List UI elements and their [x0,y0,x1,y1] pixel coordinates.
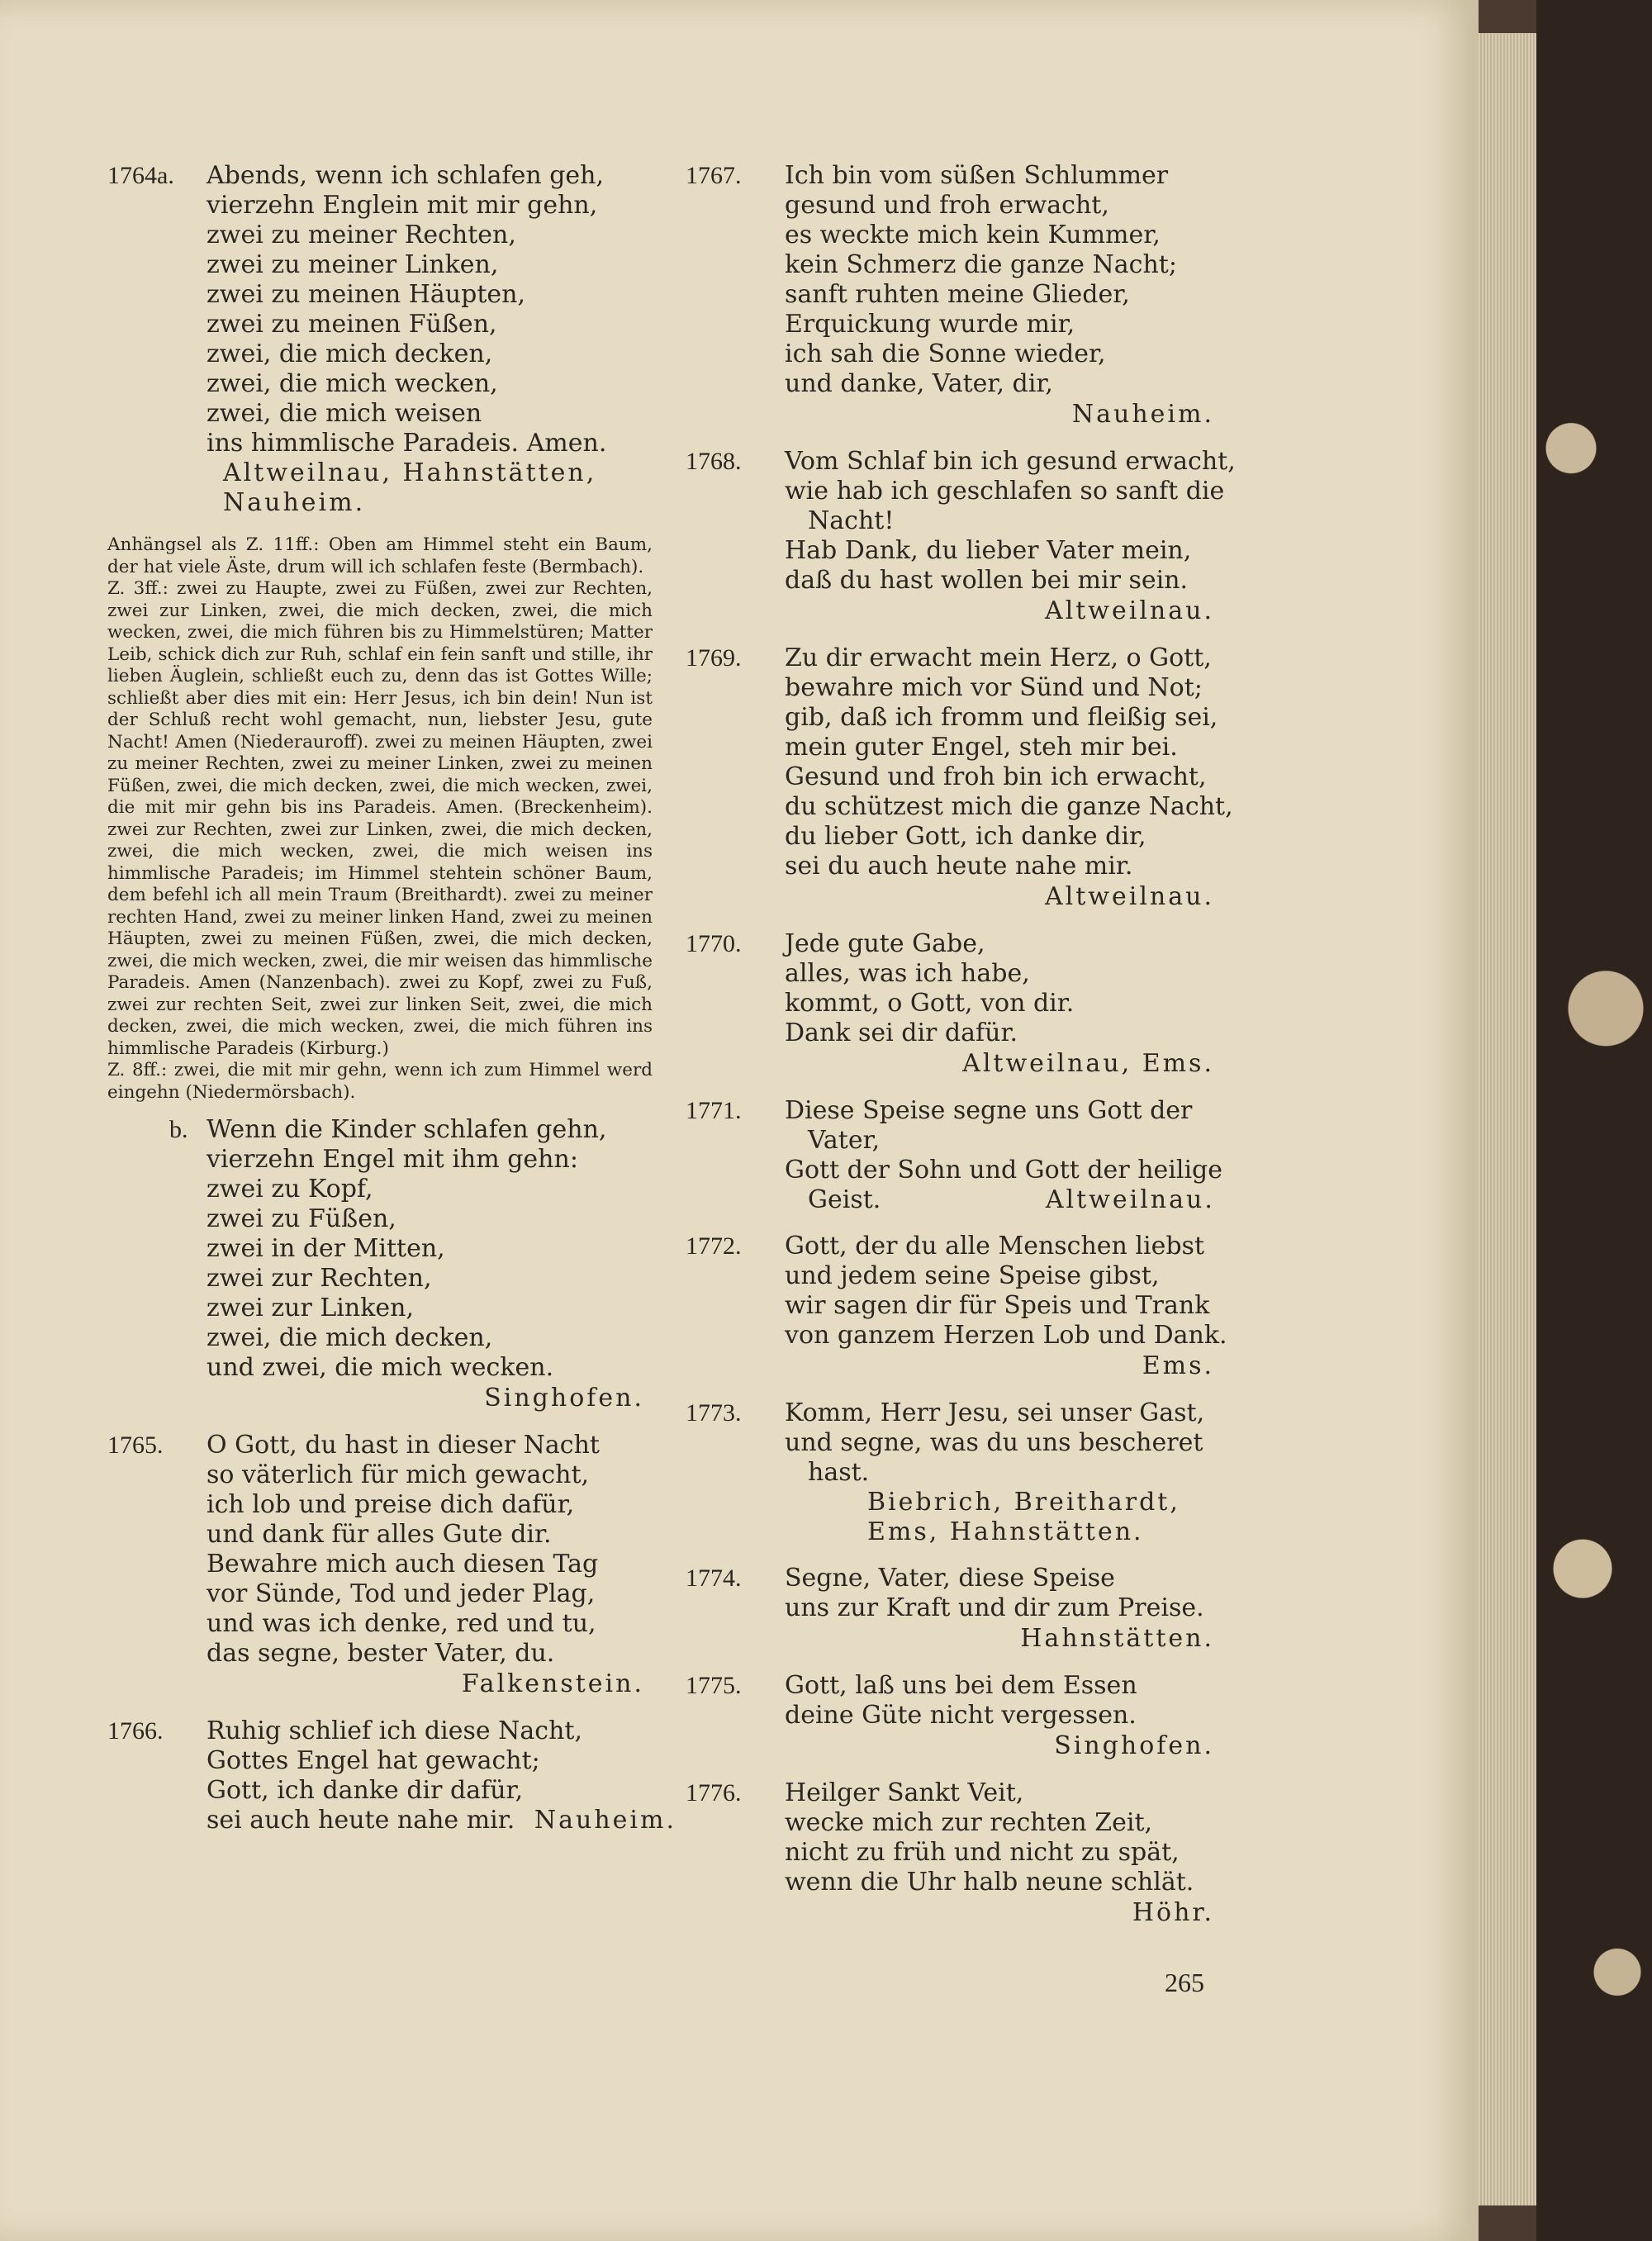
verse-line: zwei zu Kopf, [206,1175,373,1204]
place-name: Nauheim. [1071,400,1214,429]
entry-1770 [686,929,1222,1080]
verse-lines [686,1564,1222,1623]
place-name: Hahnstätten. [1020,1624,1214,1653]
verse-line: und dank für alles Gute dir. [206,1520,552,1549]
verse-line: Gesund und froh bin ich erwacht, [785,762,1207,791]
footnote: Z. 8ff.: zwei, die mit mir gehn, wenn ich zum Himmel werd eingehn (Niedermörsbach). [107,1060,653,1103]
entry-number: 1772. [686,1232,742,1260]
verse-line: wir sagen dir für Speis und Trank [785,1291,1210,1320]
place-name: Ems, Hahnstätten. [867,1517,1144,1546]
verse-line: kommt, o Gott, von dir. [785,989,1075,1018]
verse-line: zwei zu Füßen, [206,1204,396,1233]
place-name: Falkenstein. [461,1669,644,1698]
verse-lines [686,1671,1222,1731]
verse-line: das segne, bester Vater, du. [206,1639,555,1668]
verse-lines [686,447,1236,596]
verse-line: bewahre mich vor Sünd und Not; [785,673,1203,702]
verse-line: zwei, die mich decken, [206,339,493,368]
verse-line: Vom Schlaf bin ich gesund erwacht, [785,447,1236,476]
verse-line: mein guter Engel, steh mir bei. [785,733,1178,762]
verse-line: zwei zu meinen Häupten, [206,280,526,309]
entry-number: 1765. [107,1431,164,1459]
verse-line: wecke mich zur rechten Zeit, [785,1808,1153,1837]
place-name: Ems. [1142,1351,1214,1380]
verse-line: du schützest mich die ganze Nacht, [785,792,1233,821]
verse-line: so väterlich für mich gewacht, [206,1460,590,1489]
place-name: Altweilnau, Ems. [962,1049,1214,1078]
verse-line: von ganzem Herzen Lob und Dank. [785,1321,1227,1350]
verse-line: zwei in der Mitten, [206,1234,445,1263]
verse-line: daß du hast wollen bei mir sein. [785,566,1189,595]
right-column [686,161,1236,1945]
verse-line: ich sah die Sonne wieder, [785,339,1106,368]
verse-line: Nacht! [808,506,895,535]
entry-1764a [107,161,653,518]
entry-number: 1776. [686,1779,742,1807]
verse-line: O Gott, du hast in dieser Nacht [206,1431,600,1460]
left-column [107,161,677,1852]
verse-line: vierzehn Engel mit ihm gehn: [206,1145,578,1174]
verse-line: zwei, die mich weisen [206,399,482,428]
verse-lines [686,929,1222,1048]
verse-lines [686,1096,1222,1215]
marbled-cover [1536,0,1652,2241]
place-name: Altweilnau. [1045,1185,1215,1214]
verse-line: es weckte mich kein Kummer, [785,221,1161,249]
verse-line: Bewahre mich auch diesen Tag [206,1550,599,1579]
verse-line: gesund und froh erwacht, [785,191,1109,220]
entry-number: 1775. [686,1672,742,1699]
verse-lines [686,1778,1222,1897]
place-name: Altweilnau. [1044,596,1214,625]
verse-line: zwei zu meinen Füßen, [206,310,497,339]
verse-line: Zu dir erwacht mein Herz, o Gott, [785,643,1212,672]
entry-1772 [686,1232,1227,1382]
verse-line: Ich bin vom süßen Schlummer [785,161,1169,190]
verse-line: Hab Dank, du lieber Vater mein, [785,536,1192,565]
verse-line: vierzehn Englein mit mir gehn, [206,191,598,220]
footnote: Anhängsel als Z. 11ff.: Oben am Himmel steht ein Baum, der hat viele Äste, drum will ich schlafen feste (Bermbach). [107,534,653,577]
verse-line: Wenn die Kinder schlafen gehn, [206,1115,607,1144]
entry-1766 [107,1716,677,1835]
verse-line: du lieber Gott, ich danke dir, [785,822,1146,851]
footnote-block [107,534,653,1104]
verse-lines [686,1232,1227,1351]
entry-1769 [686,643,1233,913]
verse-line: Gott, laß uns bei dem Essen [785,1671,1137,1700]
verse-line: Dank sei dir dafür. [785,1018,1018,1047]
verse-line: Gott, ich danke dir dafür, [206,1776,524,1805]
entry-number: 1764a. [107,162,174,189]
place-name: Altweilnau. [1044,882,1214,911]
verse-line: zwei, die mich wecken, [206,369,498,398]
entry-number: 1766. [107,1717,164,1745]
entry-1773 [686,1398,1222,1547]
verse-lines [686,1398,1222,1547]
verse-line: alles, was ich habe, [785,959,1030,988]
verse-line: gib, daß ich fromm und fleißig sei, [785,703,1218,732]
verse-line: ich lob und preise dich dafür, [206,1490,575,1519]
verse-line: kein Schmerz die ganze Nacht; [785,250,1177,279]
verse-line: und zwei, die mich wecken. [206,1353,554,1382]
verse-line [785,1185,1222,1215]
verse-text: sei auch heute nahe mir. [206,1806,515,1835]
verse-line: und jedem seine Speise gibst, [785,1261,1160,1290]
verse-line: Jede gute Gabe, [785,929,985,958]
verse-line: Erquickung wurde mir, [785,310,1075,339]
entry-number: 1767. [686,162,742,189]
footnote: Z. 3ff.: zwei zu Haupte, zwei zu Füßen, zwei zur Rechten, zwei zur Linken, zwei, die mich decken, zwei, die mich wecken, zwei, die mich führen bis zu Himmelstüren; Matter Leib, schick dich zur Ruh, schlaf ein fein sanft und stille, ihr lieben Äuglein, schließt euch zu, denn das ist Gottes Wille; schließt aber dies mit ein: Herr Jesus, ich bin dein! Nun ist der Schluß recht wohl gemacht, nun, liebster Jesu, gute Nacht! Amen (Niederauroff). zwei zu meinen Häupten, zwei zu meiner Rechten, zwei zu meiner Linken, zwei zu meinen Füßen, zwei, die mich decken, zwei, die mich wecken, zwei, die mit mir gehn bis ins Paradeis. Amen. (Breckenheim). zwei zur Rechten, zwei zur Linken, zwei, die mich decken, zwei, die mich wecken, zwei, die mich weisen ins himmlische Paradeis; im Himmel stehtein schöner Baum, dem befehl ich all mein Traum (Breithardt). zwei zu meiner rechten Hand, zwei zu meiner linken Hand, zwei zu meinen Häupten, zwei zu meinen Füßen, zwei, die mich decken, zwei, die mich wecken, zwei, die mir weisen das himmlische Paradeis. Amen (Nanzenbach). zwei zu Kopf, zwei zu Fuß, zwei zur rechten Seit, zwei zur linken Seit, zwei, die mich decken, zwei, die mich wecken, zwei, die mich führen ins himmlische Paradeis (Kirburg.) [107,578,653,1059]
verse-line: zwei zu meiner Linken, [206,250,499,279]
verse-line: sei du auch heute nahe mir. [785,852,1133,881]
verse-line: ins himmlische Paradeis. Amen. [206,429,607,458]
verse-lines [107,1431,653,1669]
page-number: 265 [1165,1968,1204,1997]
verse-text: Geist. [808,1185,881,1214]
entry-number: 1768. [686,448,742,475]
verse-line: und danke, Vater, dir, [785,369,1053,398]
verse-line: zwei zur Linken, [206,1294,415,1322]
entry-1765 [107,1431,653,1700]
page-edges [1479,33,1536,2205]
entry-number: 1769. [686,644,742,672]
place-name: Nauheim. [223,488,366,517]
entry-1776 [686,1778,1222,1929]
verse-line: vor Sünde, Tod und jeder Plag, [206,1579,596,1608]
place-name: Altweilnau, Hahnstätten, [223,458,597,487]
entry-1767 [686,161,1222,430]
verse-lines [107,1115,653,1383]
verse-line [206,1806,677,1835]
verse-line: hast. [808,1458,870,1487]
verse-lines [686,643,1233,881]
verse-line: Heilger Sankt Veit, [785,1778,1024,1807]
verse-lines [686,161,1222,399]
place-name: Höhr. [1132,1898,1214,1927]
verse-line: zwei zu meiner Rechten, [206,221,516,249]
verse-line: Diese Speise segne uns Gott der [785,1096,1193,1125]
verse-line: Gott, der du alle Menschen liebst [785,1232,1204,1261]
verse-line: Komm, Herr Jesu, sei unser Gast, [785,1398,1205,1427]
verse-lines [107,161,653,518]
verse-line: zwei, die mich decken, [206,1323,493,1352]
verse-line: uns zur Kraft und dir zum Preise. [785,1593,1204,1622]
verse-line: wenn die Uhr halb neune schlät. [785,1868,1194,1897]
verse-line: Vater, [808,1126,881,1155]
entry-1764b [107,1115,653,1414]
place-name: Singhofen. [1054,1731,1214,1760]
verse-line: Abends, wenn ich schlafen geh, [206,161,605,190]
entry-1771 [686,1096,1222,1215]
entry-number: 1770. [686,930,742,957]
entry-number: 1773. [686,1399,742,1427]
verse-line: nicht zu früh und nicht zu spät, [785,1838,1180,1867]
verse-line: und was ich denke, red und tu, [206,1609,596,1638]
entry-number: b. [169,1116,188,1143]
entry-1774 [686,1564,1222,1655]
entry-1768 [686,447,1236,627]
entry-1775 [686,1671,1222,1762]
verse-line: wie hab ich geschlafen so sanft die [785,477,1225,506]
place-name: Biebrich, Breithardt, [867,1488,1180,1517]
verse-line: sanft ruhten meine Glieder, [785,280,1130,309]
entry-number: 1774. [686,1564,742,1592]
verse-line: zwei zur Rechten, [206,1264,432,1293]
verse-line: Ruhig schlief ich diese Nacht, [206,1716,583,1745]
verse-line: und segne, was du uns bescheret [785,1428,1203,1457]
place-name: Nauheim. [534,1806,677,1835]
verse-line: deine Güte nicht vergessen. [785,1701,1137,1730]
place-name: Singhofen. [484,1384,644,1412]
verse-line: Segne, Vater, diese Speise [785,1564,1115,1593]
verse-lines [107,1716,677,1835]
entry-number: 1771. [686,1097,742,1124]
verse-line: Gottes Engel hat gewacht; [206,1746,540,1775]
verse-line: Gott der Sohn und Gott der heilige [785,1156,1223,1185]
